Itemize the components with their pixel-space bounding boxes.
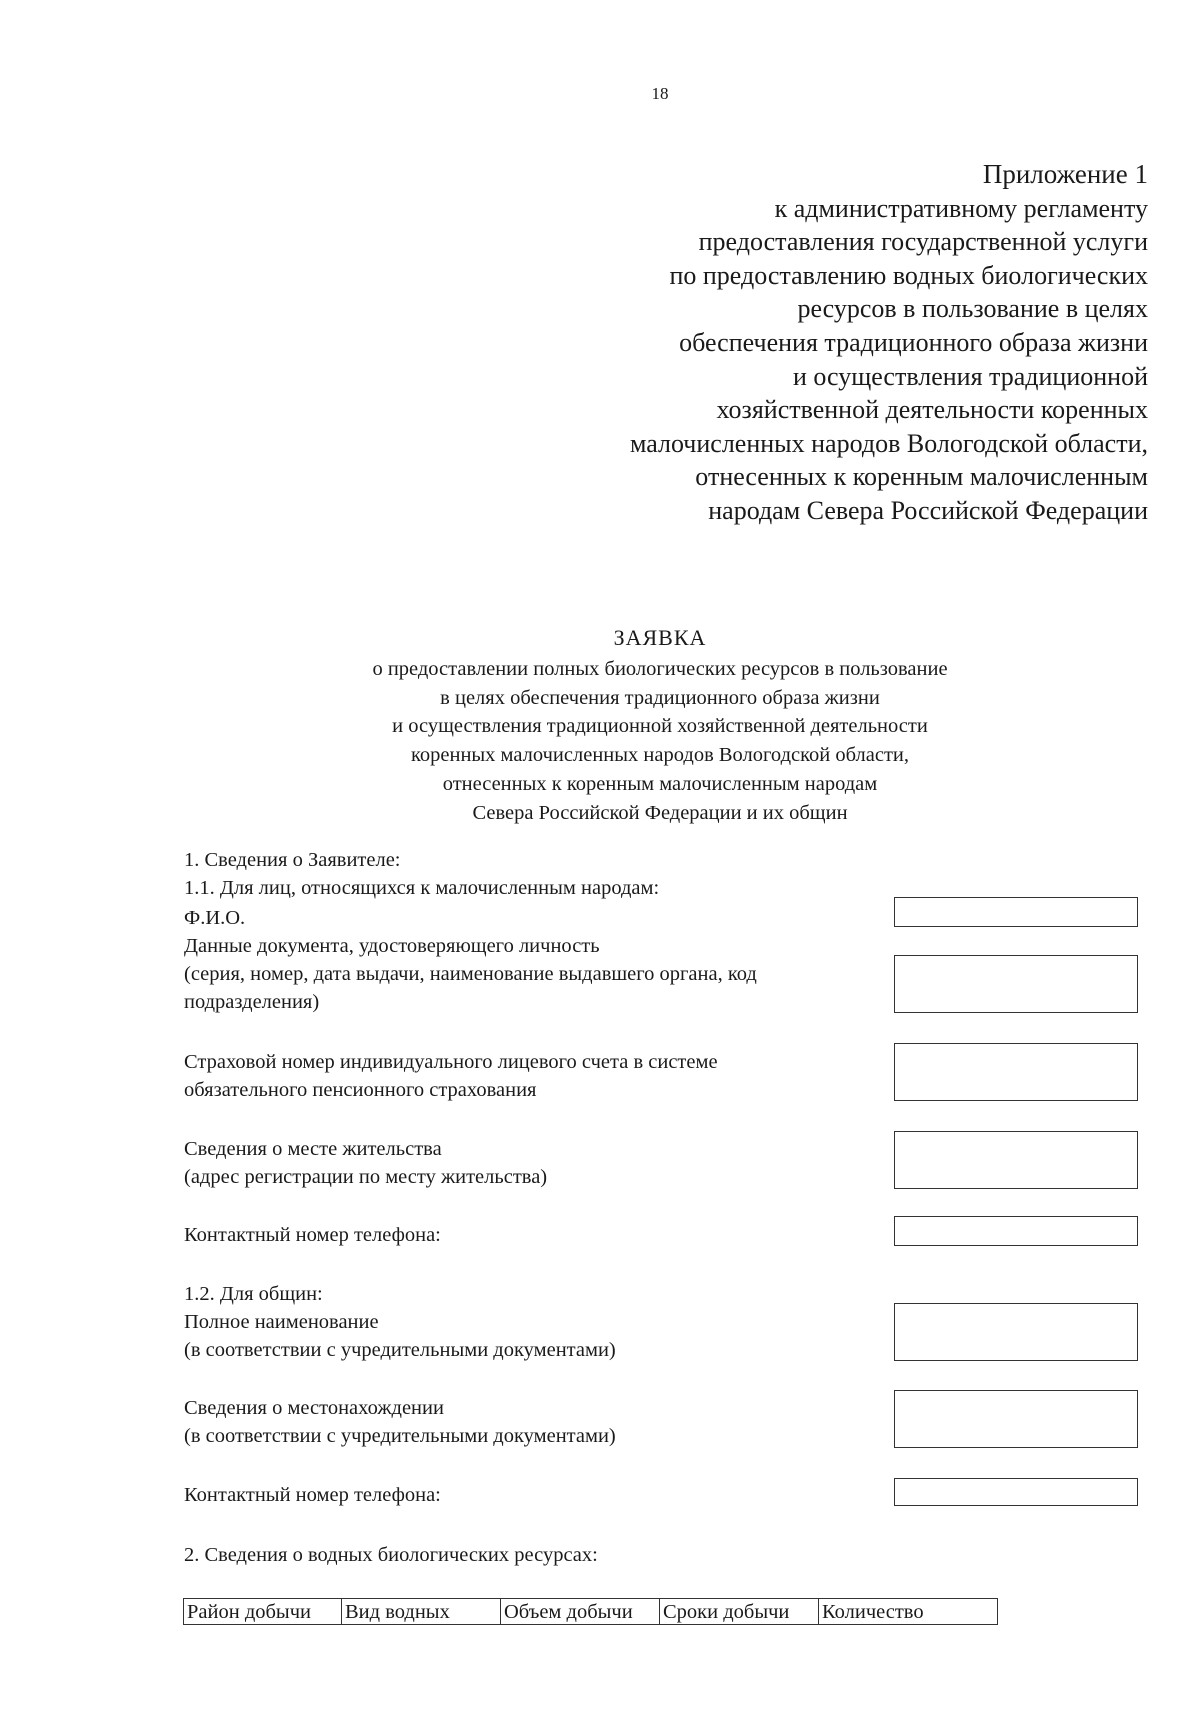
fullname-label-line: Полное наименование	[184, 1311, 379, 1333]
appendix-line: по предоставлению водных биологических	[669, 260, 1148, 290]
snils-label-line: обязательного пенсионного страхования	[184, 1079, 537, 1101]
phone-label: Контактный номер телефона:	[184, 1224, 441, 1246]
section1-1-heading: 1.1. Для лиц, относящихся к малочисленным народам:	[184, 877, 660, 899]
residence-label	[184, 1135, 547, 1191]
appendix-line: обеспечения традиционного образа жизни	[679, 327, 1148, 357]
appendix-line: малочисленных народов Вологодской области,	[629, 428, 1148, 458]
section2-heading: 2. Сведения о водных биологических ресурсах:	[184, 1544, 598, 1566]
request-heading	[0, 624, 1200, 828]
fullname-field[interactable]	[894, 1303, 1138, 1361]
id-document-field[interactable]	[894, 955, 1138, 1013]
fullname-label-line: (в соответствии с учредительными документами)	[184, 1339, 616, 1361]
residence-label-line: Сведения о месте жительства	[184, 1138, 442, 1160]
id-document-label	[184, 932, 757, 1016]
page-number: 18	[651, 84, 669, 103]
fio-label: Ф.И.О.	[184, 907, 246, 929]
resources-table	[183, 1598, 998, 1625]
appendix-header	[428, 158, 1148, 528]
location-label-line: (в соответствии с учредительными документами)	[184, 1425, 616, 1447]
table-header-row	[184, 1599, 998, 1625]
phone2-label: Контактный номер телефона:	[184, 1484, 441, 1506]
table-header-cell: Объем добычи	[501, 1599, 660, 1625]
section1-2-heading: 1.2. Для общин:	[184, 1283, 323, 1305]
location-label-line: Сведения о местонахождении	[184, 1397, 444, 1419]
location-label	[184, 1394, 616, 1450]
request-subtitle-line: о предоставлении полных биологических ресурсов в пользование	[372, 657, 948, 680]
table-header-cell: Сроки добычи	[660, 1599, 819, 1625]
request-subtitle-line: и осуществления традиционной хозяйственной деятельности	[392, 715, 928, 738]
id-document-label-line: Данные документа, удостоверяющего личность	[184, 935, 600, 957]
appendix-line: и осуществления традиционной	[792, 361, 1148, 391]
snils-field[interactable]	[894, 1043, 1138, 1101]
location-field[interactable]	[894, 1390, 1138, 1448]
residence-label-line: (адрес регистрации по месту жительства)	[184, 1166, 548, 1188]
phone2-field[interactable]	[894, 1478, 1138, 1506]
table-header-cell: Район добычи	[184, 1599, 342, 1625]
request-subtitle-line: отнесенных к коренным малочисленным народам	[442, 772, 878, 795]
fullname-label	[184, 1308, 616, 1364]
id-document-label-line: (серия, номер, дата выдачи, наименование выдавшего органа, код	[184, 963, 757, 985]
request-subtitle-line: Севера Российской Федерации и их общин	[472, 801, 848, 824]
residence-field[interactable]	[894, 1131, 1138, 1189]
request-subtitle-line: в целях обеспечения традиционного образа жизни	[440, 686, 880, 709]
appendix-title: Приложение 1	[982, 159, 1148, 189]
section1-heading: 1. Сведения о Заявителе:	[184, 849, 401, 871]
appendix-line: отнесенных к коренным малочисленным	[695, 462, 1148, 492]
fio-field[interactable]	[894, 897, 1138, 927]
snils-label	[184, 1048, 718, 1104]
appendix-line: ресурсов в пользование в целях	[797, 294, 1148, 324]
table-header-cell: Вид водных	[342, 1599, 501, 1625]
appendix-line: хозяйственной деятельности коренных	[716, 395, 1148, 425]
appendix-line: предоставления государственной услуги	[698, 227, 1148, 257]
snils-label-line: Страховой номер индивидуального лицевого счета в системе	[184, 1051, 718, 1073]
appendix-line: народам Севера Российской Федерации	[708, 495, 1148, 525]
appendix-line: к административному регламенту	[774, 193, 1148, 223]
request-title: ЗАЯВКА	[613, 625, 707, 650]
table-header-cell: Количество	[819, 1599, 998, 1625]
id-document-label-line: подразделения)	[184, 991, 320, 1013]
phone-field[interactable]	[894, 1216, 1138, 1246]
request-subtitle-line: коренных малочисленных народов Вологодской области,	[410, 744, 910, 767]
